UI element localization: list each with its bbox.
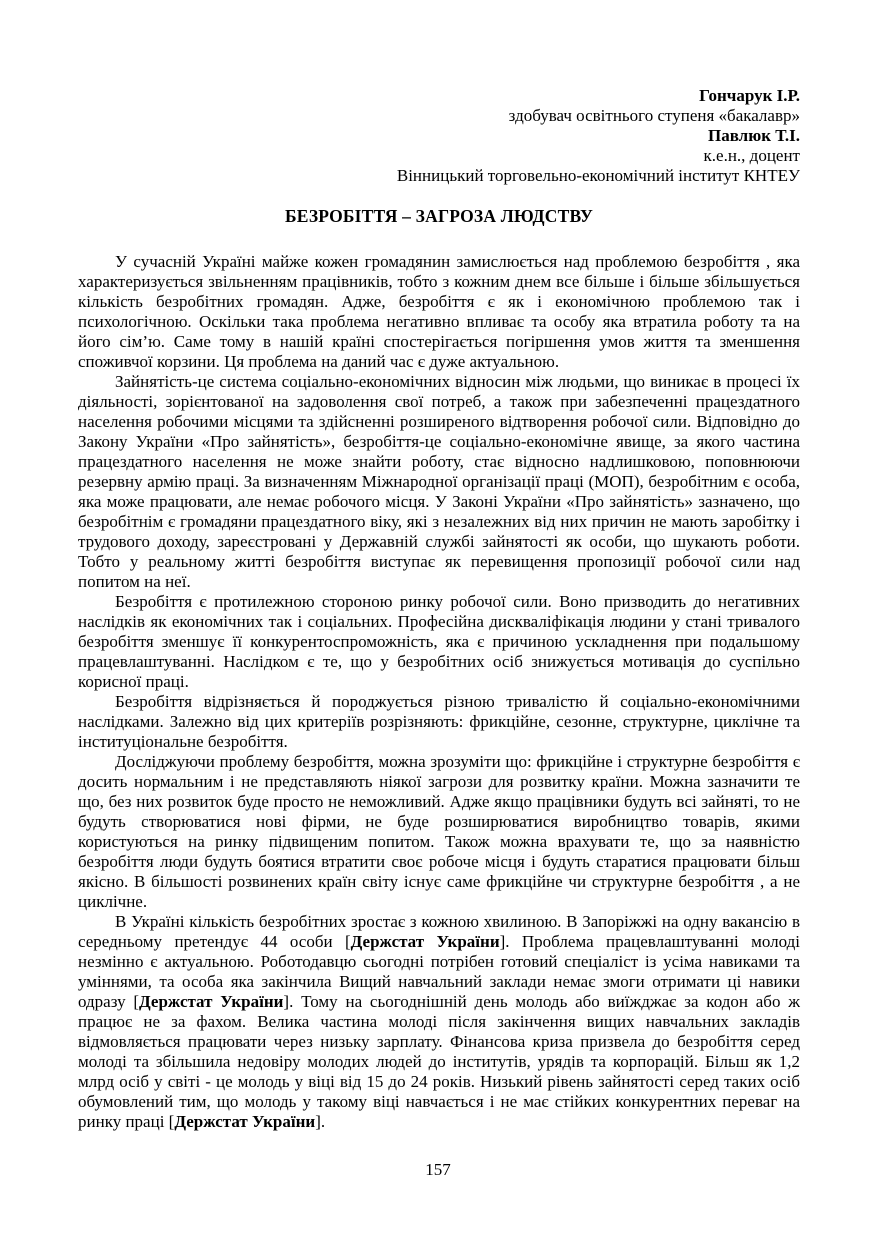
paragraph (78, 752, 800, 912)
paragraph (78, 372, 800, 592)
text-run: ]. (315, 1112, 326, 1131)
text-run: ]. Тому на сьогоднішній день молодь або виїжджає за кодон або ж працює не за фахом. Велика частина молоді після закінчення вищих навчальних закладів відмовляється працювати через низьку зарплату. Фінансова криза призвела до безробіття серед молоді та збільшила недовіру молодих людей до інститутів, урядів та корпорацій. Більш як 1,2 млрд осіб у світі - це молодь у віці від 15 до 24 років. Низький рівень зайнятості серед таких осіб обумовлений тим, що молодь у такому віці навчається і не має стійких конкурентних переваг на ринку праці [ (78, 992, 800, 1131)
paragraph (78, 912, 800, 1132)
text-run: У сучасній Україні майже кожен громадянин замислюється над проблемою безробіття , яка характеризується звільненням працівників, тобто з кожним днем все більше і більше збільшується кількість безробітних громадян. Адже, безробіття є як і економічною проблемою так і психологічною. Оскільки така проблема негативно впливає та особу яка втратила роботу та на його сім’ю. Саме тому в нашій країні спостерігається погіршення умов життя та зменшення споживчої корзини. Ця проблема на даний час є дуже актуальною. (78, 252, 800, 371)
page-number: 157 (425, 1160, 451, 1179)
citation-bold: Держстат України (139, 992, 284, 1011)
citation-bold: Держстат України (350, 932, 500, 951)
text-run: В Україні кількість безробітних зростає з кожною хвилиною. В Запоріжжі на одну вакансію в середньому претендує 44 особи [ (78, 912, 800, 951)
article-title: БЕЗРОБІТТЯ – ЗАГРОЗА ЛЮДСТВУ (284, 206, 594, 226)
author-affiliation: здобувач освітнього ступеня «бакалавр» (508, 106, 800, 125)
page-footer (0, 1160, 876, 1180)
author-block (78, 86, 800, 186)
author-affiliation: к.е.н., доцент (703, 146, 800, 165)
text-run: Зайнятість-це система соціально-економічних відносин між людьми, що виникає в процесі їх діяльності, зорієнтованої на задоволення свої потреб, а також при забезпеченні працездатного населення робочими місцями та здійсненні розширеного відтворення робочої сили. Відповідно до Закону України «Про зайнятість», безробіття-це соціально-економічне явище, за якого частина працездатного населення не може знайти роботу, стає відносно надлишковою, поповнюючи резервну армію праці. За визначенням Міжнародної організації праці (МОП), безробітним є особа, яка може працювати, але немає робочого місця. У Законі України «Про зайнятість» зазначено, що безробітнім є громадяни працездатного віку, які з незалежних від них причин не мають заробітку і трудового доходу, зареєстровані у Державній службі зайнятості як особи, що шукають роботи. Тобто у реальному житті безробіття виступає як перевищення пропозиції робочої сили над попитом на неї. (78, 372, 800, 591)
author-affiliation: Вінницький торговельно-економічний інститут КНТЕУ (396, 166, 800, 185)
text-run: Досліджуючи проблему безробіття, можна зрозуміти що: фрикційне і структурне безробіття є досить нормальним і не представляють ніякої загрози для розвитку країни. Можна зазначити те що, без них розвиток буде просто не неможливий. Адже якщо працівники будуть всі зайняті, то не будуть створюватися нові фірми, не буде розширюватися виробництво товарів, якими користуються на ринку підвищеним попитом. Також можна врахувати те, що за наявністю безробіття люди будуть боятися втратити своє робоче місця і будуть старатися працювати більш якісно. В більшості розвинених країн світу існує саме фрикційне чи структурне безробіття , а не циклічне. (78, 752, 800, 911)
citation-bold: Держстат України (174, 1112, 316, 1131)
text-run: Безробіття відрізняється й породжується різною тривалістю й соціально-економічними наслідками. Залежно від цих критеріїв розрізняють: фрикційне, сезонне, структурне, циклічне та інституціональне безробіття. (78, 692, 800, 751)
text-run: Безробіття є протилежною стороною ринку робочої сили. Воно призводить до негативних наслідків як економічних так і соціальних. Професійна дискваліфікація людини у стані тривалого безробіття зменшує її конкурентоспроможність, яка є причиною ускладнення при подальшому працевлаштуванні. Наслідком є те, що у безробітних осіб знижується мотивація до суспільно корисної праці. (78, 592, 800, 691)
author-name: Гончарук І.Р. (699, 86, 800, 105)
paragraph (78, 592, 800, 692)
article-body (78, 252, 800, 1132)
author-name: Павлюк Т.І. (707, 126, 800, 145)
paragraph (78, 252, 800, 372)
text-run: ]. Проблема працевлаштуванні молоді незмінно є актуальною. Роботодавцю сьогодні потрібен готовий спеціаліст із усіма навиками та уміннями, та особа яка закінчила Вищий навчальний заклади немає змоги отримати ці навики одразу [ (78, 932, 800, 1011)
paragraph (78, 692, 800, 752)
